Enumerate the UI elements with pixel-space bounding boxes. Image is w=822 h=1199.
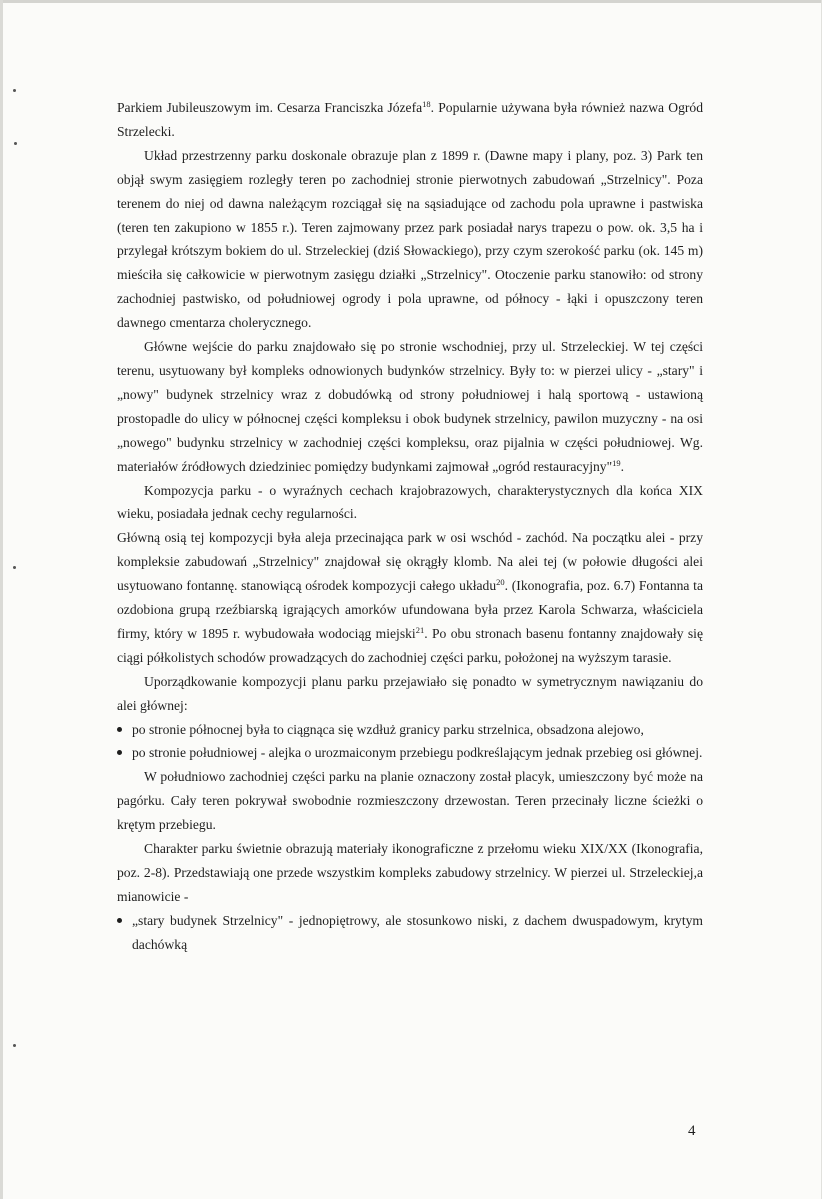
footnote-ref: 19: [612, 457, 621, 468]
paragraph-text: Główną osią tej kompozycji była aleja przecinająca park w osi wschód - zachód. Na początku alei - przy kompleksie zabudowań „Strzelnicy" znajdował się okrągły klomb. Na alei tej (w połowie długości alei usytuowano fontannę. stanowiącą ośrodek kompozycji całego układu: [117, 530, 703, 594]
paragraph-p1: [117, 96, 703, 144]
bullet-list-1: [117, 718, 703, 766]
paragraph-p6: [117, 670, 703, 718]
paragraph-p2: [117, 144, 703, 335]
document-body: [117, 96, 703, 957]
bullet-item: „stary budynek Strzelnicy" - jednopiętrowy, ale stosunkowo niski, z dachem dwuspadowym, krytym dachówką: [117, 909, 703, 957]
bullet-item: po stronie północnej była to ciągnąca się wzdłuż granicy parku strzelnica, obsadzona alejowo,: [117, 718, 703, 742]
margin-speck: [13, 566, 16, 569]
paragraph-text: W południowo zachodniej części parku na planie oznaczony został placyk, umieszczony być może na pagórku. Cały teren pokrywał swobodnie rozmieszczony drzewostan. Teren przecinały liczne ścieżki o krętym przebiegu.: [117, 769, 703, 833]
paragraph-p5: [117, 526, 703, 669]
paragraph-text: . Po obu stronach basenu fontanny znajdowały się ciągi półkolistych schodów prowadzących do zachodniej części parku, położonej na wyższym tarasie.: [117, 625, 703, 665]
margin-speck: [13, 1044, 16, 1047]
paragraph-text: Uporządkowanie kompozycji planu parku przejawiało się ponadto w symetrycznym nawiązaniu do alei głównej:: [117, 673, 703, 713]
margin-speck: [14, 142, 17, 145]
margin-speck: [13, 89, 16, 92]
paragraph-text: .: [620, 458, 625, 474]
paragraph-p3: [117, 335, 703, 478]
paragraph-text: Główne wejście do parku znajdowało się po stronie wschodniej, przy ul. Strzeleckiej. W tej części terenu, usytuowany był kompleks odnowionych budynków strzelnicy. Były to: w pierzei ulicy - „stary" i „nowy" budynek strzelnicy wraz z dobudówką od strony południowej i halą sportową - ustawioną prostopadle do ulicy w północnej części kompleksu i obok budynek strzelnicy, pawilon muzyczny - na osi „nowego" budynku strzelnicy w zachodniej części kompleksu, oraz pijalnia w części południowej. Wg. materiałów źródłowych dziedziniec pomiędzy budynkami zajmował „ogród restauracyjny": [117, 339, 703, 474]
paragraph-text: . Popularnie używana była również nazwa Ogród Strzelecki.: [117, 100, 703, 139]
paragraph-text: Parkiem Jubileuszowym im. Cesarza Franciszka Józefa: [117, 100, 423, 115]
bullet-list-2: [117, 909, 703, 957]
paragraph-p7: [117, 765, 703, 837]
paragraph-text: Charakter parku świetnie obrazują materiały ikonograficzne z przełomu wieku XIX/XX (Ikonografia, poz. 2-8). Przedstawiają one przede wszystkim kompleks zabudowy strzelnicy. W pierzei ul. Strzeleckiej,a mianowicie -: [117, 841, 703, 904]
bullet-item: po stronie południowej - alejka o urozmaiconym przebiegu podkreślającym jednak przebieg osi głównej.: [117, 741, 703, 765]
paragraph-text: Kompozycja parku - o wyraźnych cechach krajobrazowych, charakterystycznych dla końca XIX wieku, posiadała jednak cechy regularności.: [117, 482, 703, 522]
footnote-ref: 18: [422, 99, 431, 109]
paragraph-text: Układ przestrzenny parku doskonale obrazuje plan z 1899 r. (Dawne mapy i plany, poz. 3) Park ten objął swym zasięgiem rozległy teren po zachodniej stronie pierwotnych zabudowań „Strzelnicy". Poza terenem do niej od dawna należącym rozciągał się na sąsiadujące od zachodu pola uprawne i pastwiska (teren ten zakupiono w 1855 r.). Teren zajmowany przez park posiadał narys trapezu o pow. ok. 3,5 ha i przylegał krótszym bokiem do ul. Strzeleckiej (dziś Słowackiego), przy czym szerokość parku (ok. 145 m) mieściła się całkowicie w pierwotnym zasięgu działki „Strzelnicy". Otoczenie parku stanowiło: od strony zachodniej pastwisko, od południowej ogrody i pola uprawne, od północy - łąki i opuszczony teren dawnego cmentarza cholerycznego.: [117, 147, 703, 331]
page-edge-top: [0, 0, 822, 3]
footnote-ref: 20: [496, 577, 505, 588]
paragraphs-section-1: [117, 96, 703, 718]
paragraphs-section-2: [117, 765, 703, 908]
paragraph-text: . (Ikonografia, poz. 6.7) Fontanna ta ozdobiona grupą rzeźbiarską igrających amorków ufundowana była przez Karola Schwarza, właściciela firmy, który w 1895 r. wybudowała wodociąg miejski: [117, 578, 703, 641]
page-number: 4: [688, 1123, 696, 1139]
footnote-ref: 21: [415, 624, 425, 635]
paragraph-p4: [117, 479, 703, 527]
page-edge-left: [0, 0, 3, 1199]
paragraph-p8: [117, 837, 703, 909]
